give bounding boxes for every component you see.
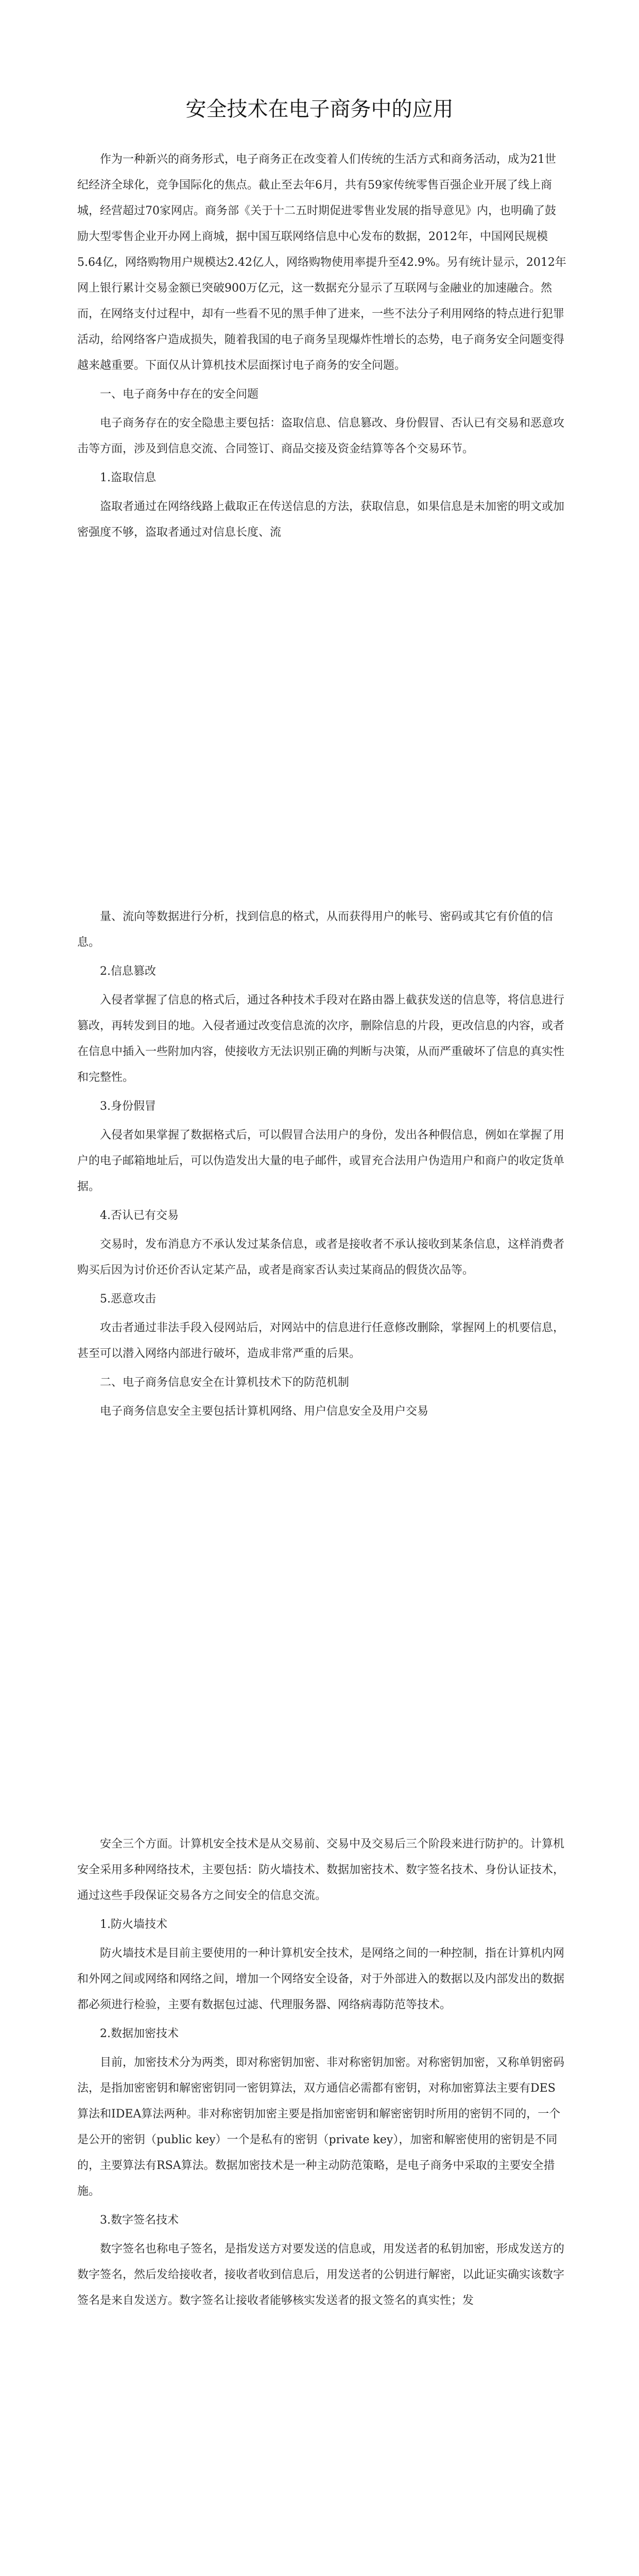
section-heading: 二、电子商务信息安全在计算机技术下的防范机制 — [100, 1376, 350, 1389]
section-heading: 2.数据加密技术 — [100, 2027, 179, 2040]
body-paragraph: 入侵者如果掌握了数据格式后，可以假冒合法用户的身份，发出各种假信息，例如在掌握了用户的电子邮箱地址后，可以伪造发出大量的电子邮件，或冒充合法用户伪造用户和商户的收定货单据。 — [77, 1129, 565, 1193]
section-heading: 1.防火墙技术 — [100, 1918, 167, 1931]
body-paragraph: 目前，加密技术分为两类，即对称密钥加密、非对称密钥加密。对称密钥加密，又称单钥密码法，是指加密密钥和解密密钥同一密钥算法，双方通信必需都有密钥，对称加密算法主要有DES算法和IDEA算法两种。非对称密钥加密主要是指加密密钥和解密密钥时所用的密钥不同的，一个是公开的密钥（public key）一个是私有的密钥（private key），加密和解密使用的密钥是不同的，主要算法有RSA算法。数据加密技术是一种主动防范策略，是电子商务中采取的主要安全措施。 — [77, 2056, 565, 2198]
body-paragraph: 防火墙技术是目前主要使用的一种计算机安全技术，是网络之间的一种控制，指在计算机内网和外网之间或网络和网络之间，增加一个网络安全设备，对于外部进入的数据以及内部发出的数据都必须进行检验，主要有数据包过滤、代理服务器、网络病毒防范等技术。 — [77, 1947, 565, 2011]
section-heading: 3.数字签名技术 — [100, 2214, 179, 2227]
body-paragraph: 攻击者通过非法手段入侵网站后，对网站中的信息进行任意修改删除，掌握网上的机要信息，甚至可以潜入网络内部进行破坏，造成非常严重的后果。 — [77, 1321, 565, 1360]
section-heading: 5.恶意攻击 — [100, 1293, 156, 1306]
section-3 — [77, 1832, 566, 2317]
body-paragraph: 量、流向等数据进行分析，找到信息的格式，从而获得用户的帐号、密码或其它有价值的信息。 — [77, 910, 554, 949]
section-heading: 1.盗取信息 — [100, 471, 156, 484]
body-paragraph: 交易时，发布消息方不承认发过某条信息，或者是接收者不承认接收到某条信息，这样消费者购买后因为讨价还价否认定某产品，或者是商家否认卖过某商品的假货次品等。 — [77, 1238, 565, 1277]
body-paragraph: 盗取者通过在网络线路上截取正在传送信息的方法，获取信息，如果信息是未加密的明文或加密强度不够，盗取者通过对信息长度、流 — [77, 500, 565, 539]
body-paragraph: 电子商务信息安全主要包括计算机网络、用户信息安全及用户交易 — [100, 1405, 429, 1418]
body-paragraph: 电子商务存在的安全隐患主要包括：盗取信息、信息篡改、身份假冒、否认已有交易和恶意攻击等方面，涉及到信息交流、合同签订、商品交接及资金结算等各个交易环节。 — [77, 417, 565, 455]
section-heading: 2.信息篡改 — [100, 965, 156, 978]
page-title: 安全技术在电子商务中的应用 — [185, 97, 454, 121]
section-heading: 4.否认已有交易 — [100, 1209, 179, 1222]
section-1 — [77, 147, 566, 549]
body-paragraph: 入侵者掌握了信息的格式后，通过各种技术手段对在路由器上截获发送的信息等，将信息进行篡改，再转发到目的地。入侵者通过改变信息流的次序，删除信息的片段，更改信息的内容，或者在信息中插入一些附加内容，使接收方无法识别正确的判断与决策，从而严重破坏了信息的真实性和完整性。 — [77, 994, 565, 1084]
body-paragraph: 安全三个方面。计算机安全技术是从交易前、交易中及交易后三个阶段来进行防护的。计算机安全采用多种网络技术，主要包括：防火墙技术、数据加密技术、数字签名技术、身份认证技术，通过这些手段保证交易各方之间安全的信息交流。 — [77, 1838, 565, 1902]
section-heading: 3.身份假冒 — [100, 1100, 156, 1113]
body-paragraph: 作为一种新兴的商务形式，电子商务正在改变着人们传统的生活方式和商务活动，成为21世纪经济全球化，竞争国际化的焦点。截止至去年6月，共有59家传统零售百强企业开展了线上商城，经营超过70家网店。商务部《关于十二五时期促进零售业发展的指导意见》内，也明确了鼓励大型零售企业开办网上商城，据中国互联网络信息中心发布的数据，2012年，中国网民规模5.64亿，网络购物用户规模达2.42亿人，网络购物使用率提升至42.9%。另有统计显示，2012年网上银行累计交易金额已突破900万亿元，这一数据充分显示了互联网与金融业的加速融合。然而，在网络支付过程中，却有一些看不见的黑手伸了进来，一些不法分子利用网络的特点进行犯罪活动，给网络客户造成损失，随着我国的电子商务呈现爆炸性增长的态势，电子商务安全问题变得越来越重要。下面仅从计算机技术层面探讨电子商务的安全问题。 — [77, 153, 566, 372]
section-2 — [77, 904, 566, 1428]
section-heading: 一、电子商务中存在的安全问题 — [100, 388, 259, 401]
body-paragraph: 数字签名也称电子签名，是指发送方对要发送的信息或，用发送者的私钥加密，形成发送方的数字签名，然后发给接收者，接收者收到信息后，用发送者的公钥进行解密，以此证实确实该数字签名是来自发送方。数字签名让接收者能够核实发送者的报文签名的真实性；发 — [77, 2243, 565, 2307]
